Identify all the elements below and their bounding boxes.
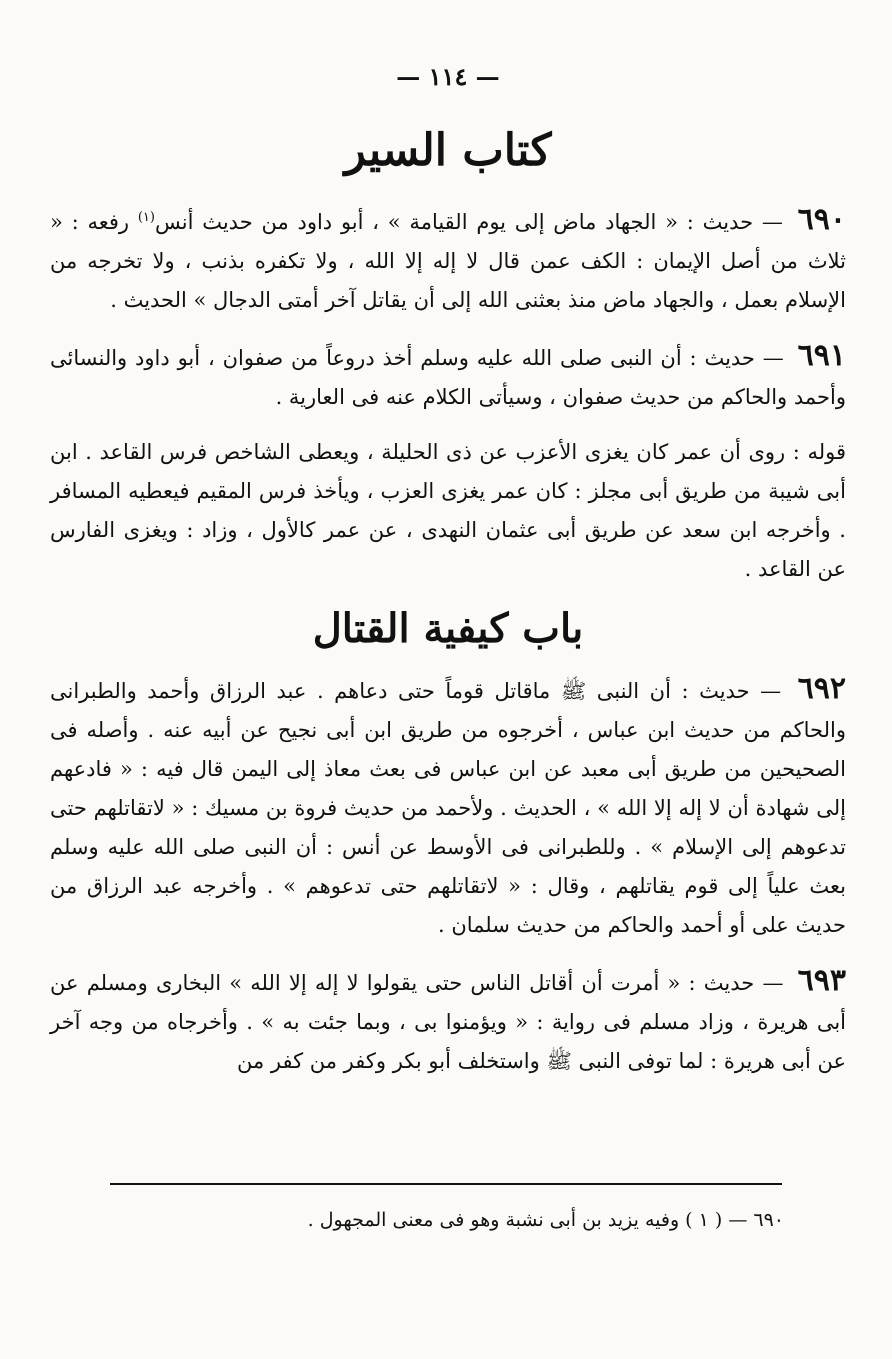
hadith-number: ٦٩١	[797, 337, 846, 373]
hadith-693	[50, 961, 846, 1081]
hadith-number: ٦٩٢	[797, 670, 846, 706]
hadith-number: ٦٩٣	[797, 962, 846, 998]
hadith-text: — حديث : « الجهاد ماض إلى يوم القيامة » ، أبو داود من حديث أنس	[154, 209, 783, 234]
hadith-691	[50, 336, 846, 417]
hadith-690	[50, 198, 846, 320]
chapter-heading: كتاب السير	[344, 125, 552, 176]
footnote-marker: (١)	[137, 209, 155, 225]
hadith-number: ٦٩٠	[797, 201, 846, 237]
footnote: ٦٩٠ — ( ١ ) وفيه يزيد بن أبى نشبة وهو فى معنى المجهول .	[307, 1209, 784, 1231]
commentary-paragraph	[50, 433, 846, 589]
commentary-text: قوله : روى أن عمر كان يغزى الأعزب عن ذى الحليلة ، ويعطى الشاخص فرس القاعد . ابن أبى شيبة من طريق أبى مجلز : كان عمر يغزى العزب ، ويأخذ فرس المقيم فيعطيه المسافر . وأخرجه ابن سعد عن طريق أبى عثمان النهدى ، عن عمر كالأول ، وزاد : ويغزى الفارس عن القاعد .	[50, 439, 846, 581]
hadith-text: — حديث : أن النبى صلى الله عليه وسلم أخذ دروعاً من صفوان ، أبو داود والنسائى وأحمد والحاكم من حديث صفوان ، وسيأتى الكلام عنه فى العارية .	[50, 345, 846, 409]
page-number: — ١١٤ —	[396, 62, 500, 91]
footnote-divider	[110, 1183, 782, 1185]
hadith-text: — حديث : « أمرت أن أقاتل الناس حتى يقولوا لا إله إلا الله » البخارى ومسلم عن أبى هريرة ، وزاد مسلم فى رواية : « ويؤمنوا بى ، وبما جئت به » . وأخرجاه من وجه آخر عن أبى هريرة : لما توفى النبى ﷺ واستخلف أبو بكر وكفر من كفر من	[50, 970, 846, 1073]
section-heading: باب كيفية القتال	[312, 604, 584, 652]
hadith-text-continued: رفعه : « ثلاث من أصل الإيمان : الكف عمن قال لا إله إلا الله ، ولا تكفره بذنب ، ولا تخرجه من الإسلام بعمل ، والجهاد ماض منذ بعثنى الله إلى أن يقاتل آخر أمتى الدجال » الحديث .	[50, 209, 846, 312]
hadith-text: — حديث : أن النبى ﷺ ماقاتل قوماً حتى دعاهم . عبد الرزاق وأحمد والطبرانى والحاكم من حديث ابن عباس ، أخرجوه من طريق ابن أبى نجيح عن أبيه عنه . وأصله فى الصحيحين من طريق أبى معبد عن ابن عباس فى بعث معاذ إلى اليمن قال فيه : « فادعهم إلى شهادة أن لا إله إلا الله » ، الحديث . ولأحمد من حديث فروة بن مسيك : « لاتقاتلهم حتى تدعوهم إلى الإسلام » . وللطبرانى فى الأوسط عن أنس : أن النبى صلى الله عليه وسلم بعث علياً إلى قوم يقاتلهم ، وقال : « لاتقاتلهم حتى تدعوهم » . وأخرجه عبد الرزاق من حديث على أو أحمد والحاكم من حديث سلمان .	[50, 678, 846, 937]
hadith-692	[50, 669, 846, 945]
